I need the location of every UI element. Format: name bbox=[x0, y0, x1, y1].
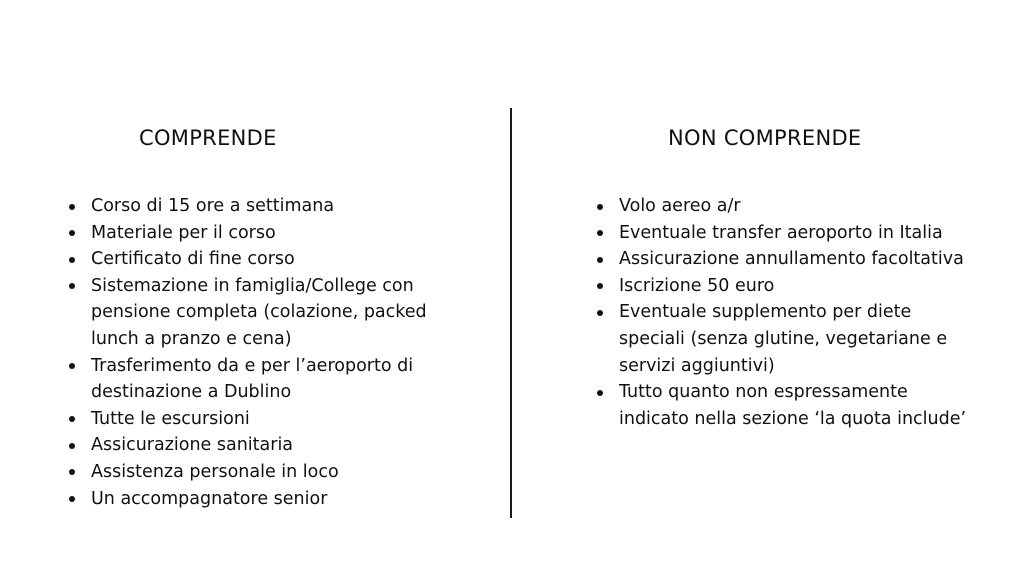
included-item: Sistemazione in famiglia/College con pensione completa (colazione, packed lunch a pranzo e cena) bbox=[67, 273, 427, 353]
included-item: Assistenza personale in loco bbox=[67, 459, 427, 486]
included-item: Tutte le escursioni bbox=[67, 406, 427, 433]
not-included-item: Iscrizione 50 euro bbox=[595, 273, 975, 300]
included-item: Trasferimento da e per l’aeroporto di destinazione a Dublino bbox=[67, 353, 427, 406]
included-item: Corso di 15 ore a settimana bbox=[67, 193, 427, 220]
included-item: Materiale per il corso bbox=[67, 220, 427, 247]
not-included-item: Eventuale supplemento per diete speciali (senza glutine, vegetariane e servizi aggiuntivi) bbox=[595, 299, 975, 379]
not-included-item: Eventuale transfer aeroporto in Italia bbox=[595, 220, 975, 247]
included-list bbox=[67, 193, 427, 512]
included-item: Assicurazione sanitaria bbox=[67, 432, 427, 459]
included-title: COMPRENDE bbox=[139, 126, 277, 150]
column-divider bbox=[510, 108, 512, 518]
included-item: Certificato di fine corso bbox=[67, 246, 427, 273]
included-item: Un accompagnatore senior bbox=[67, 486, 427, 513]
not-included-item: Volo aereo a/r bbox=[595, 193, 975, 220]
not-included-item: Assicurazione annullamento facoltativa bbox=[595, 246, 975, 273]
not-included-list bbox=[595, 193, 975, 432]
not-included-title: NON COMPRENDE bbox=[668, 126, 862, 150]
not-included-item: Tutto quanto non espressamente indicato nella sezione ‘la quota include’ bbox=[595, 379, 975, 432]
